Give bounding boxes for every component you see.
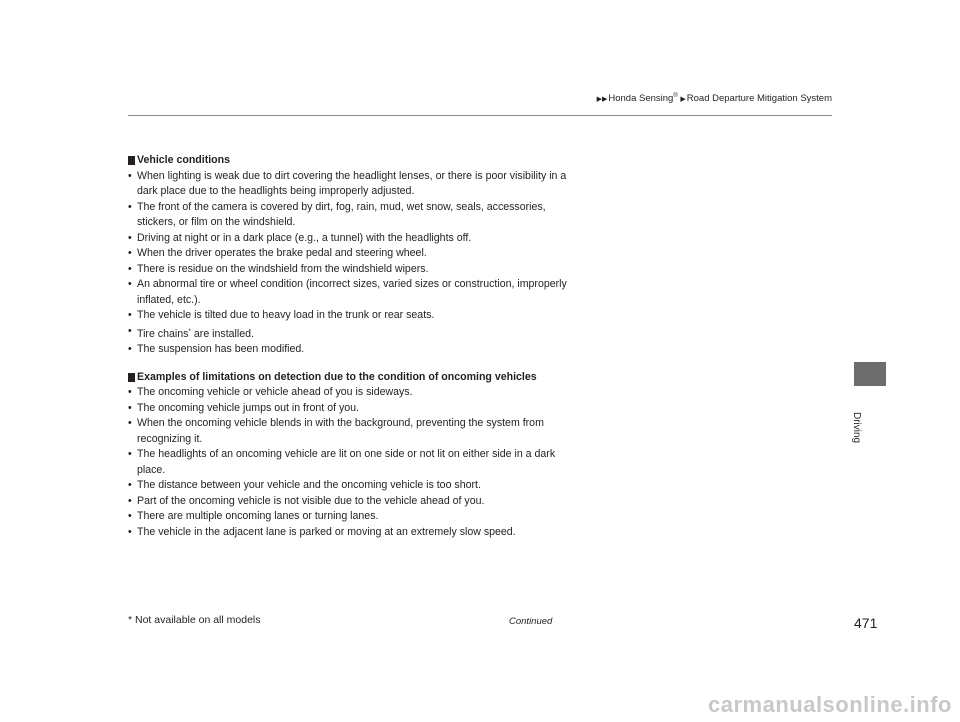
list-item: • An abnormal tire or wheel condition (incorrect sizes, varied sizes or construction, improperly inflated, etc.).: [128, 277, 568, 308]
main-content: [128, 153, 568, 552]
section-vehicle-conditions: [128, 153, 568, 358]
list-item: • Part of the oncoming vehicle is not visible due to the vehicle ahead of you.: [128, 494, 568, 510]
breadcrumb: [597, 93, 832, 104]
list-item: • When the driver operates the brake pedal and steering wheel.: [128, 246, 568, 262]
section-oncoming-vehicle-limitations: [128, 370, 568, 541]
chapter-tab[interactable]: [854, 362, 886, 386]
list-item: • There are multiple oncoming lanes or turning lanes.: [128, 509, 568, 525]
list-item: • When lighting is weak due to dirt covering the headlight lenses, or there is poor visibility in a dark place due to the headlights being improperly adjusted.: [128, 169, 568, 200]
list-item: • The front of the camera is covered by dirt, fog, rain, mud, wet snow, seals, accessories, stickers, or film on the windshield.: [128, 200, 568, 231]
footnote: * Not available on all models: [128, 614, 261, 626]
square-bullet-icon: [128, 373, 135, 382]
header-divider: [128, 115, 832, 116]
list-item: • The suspension has been modified.: [128, 342, 568, 358]
footnote-star: *: [188, 327, 191, 335]
continued-label: Continued: [509, 616, 553, 627]
double-arrow-icon: ▶▶: [596, 96, 608, 104]
registered-mark: ®: [673, 93, 678, 99]
list-item: • Driving at night or in a dark place (e.g., a tunnel) with the headlights off.: [128, 231, 568, 247]
list-item: • There is residue on the windshield from the windshield wipers.: [128, 262, 568, 278]
breadcrumb-item-honda-sensing[interactable]: Honda Sensing: [608, 93, 674, 105]
page-number: 471: [854, 615, 878, 631]
breadcrumb-item-rdm-system[interactable]: Road Departure Mitigation System: [686, 93, 832, 105]
list-item: • The headlights of an oncoming vehicle are lit on one side or not lit on either side in a dark place.: [128, 447, 568, 478]
list-item: • The oncoming vehicle jumps out in front of you.: [128, 401, 568, 417]
list-item: • The vehicle is tilted due to heavy load in the trunk or rear seats.: [128, 308, 568, 324]
arrow-icon: ▶: [680, 96, 686, 104]
bullet-list: [128, 169, 568, 358]
square-bullet-icon: [128, 156, 135, 165]
chapter-tab-label: Driving: [851, 412, 862, 444]
list-item: • Tire chains* are installed.: [128, 324, 568, 343]
bullet-list: [128, 385, 568, 540]
list-item: • The oncoming vehicle or vehicle ahead of you is sideways.: [128, 385, 568, 401]
list-item: • The distance between your vehicle and the oncoming vehicle is too short.: [128, 478, 568, 494]
list-item: • When the oncoming vehicle blends in with the background, preventing the system from recognizing it.: [128, 416, 568, 447]
watermark: carmanualsonline.info: [708, 692, 952, 717]
list-item: • The vehicle in the adjacent lane is parked or moving at an extremely slow speed.: [128, 525, 568, 541]
section-title: Examples of limitations on detection due to the condition of oncoming vehicles: [128, 370, 568, 386]
section-title: Vehicle conditions: [128, 153, 568, 169]
